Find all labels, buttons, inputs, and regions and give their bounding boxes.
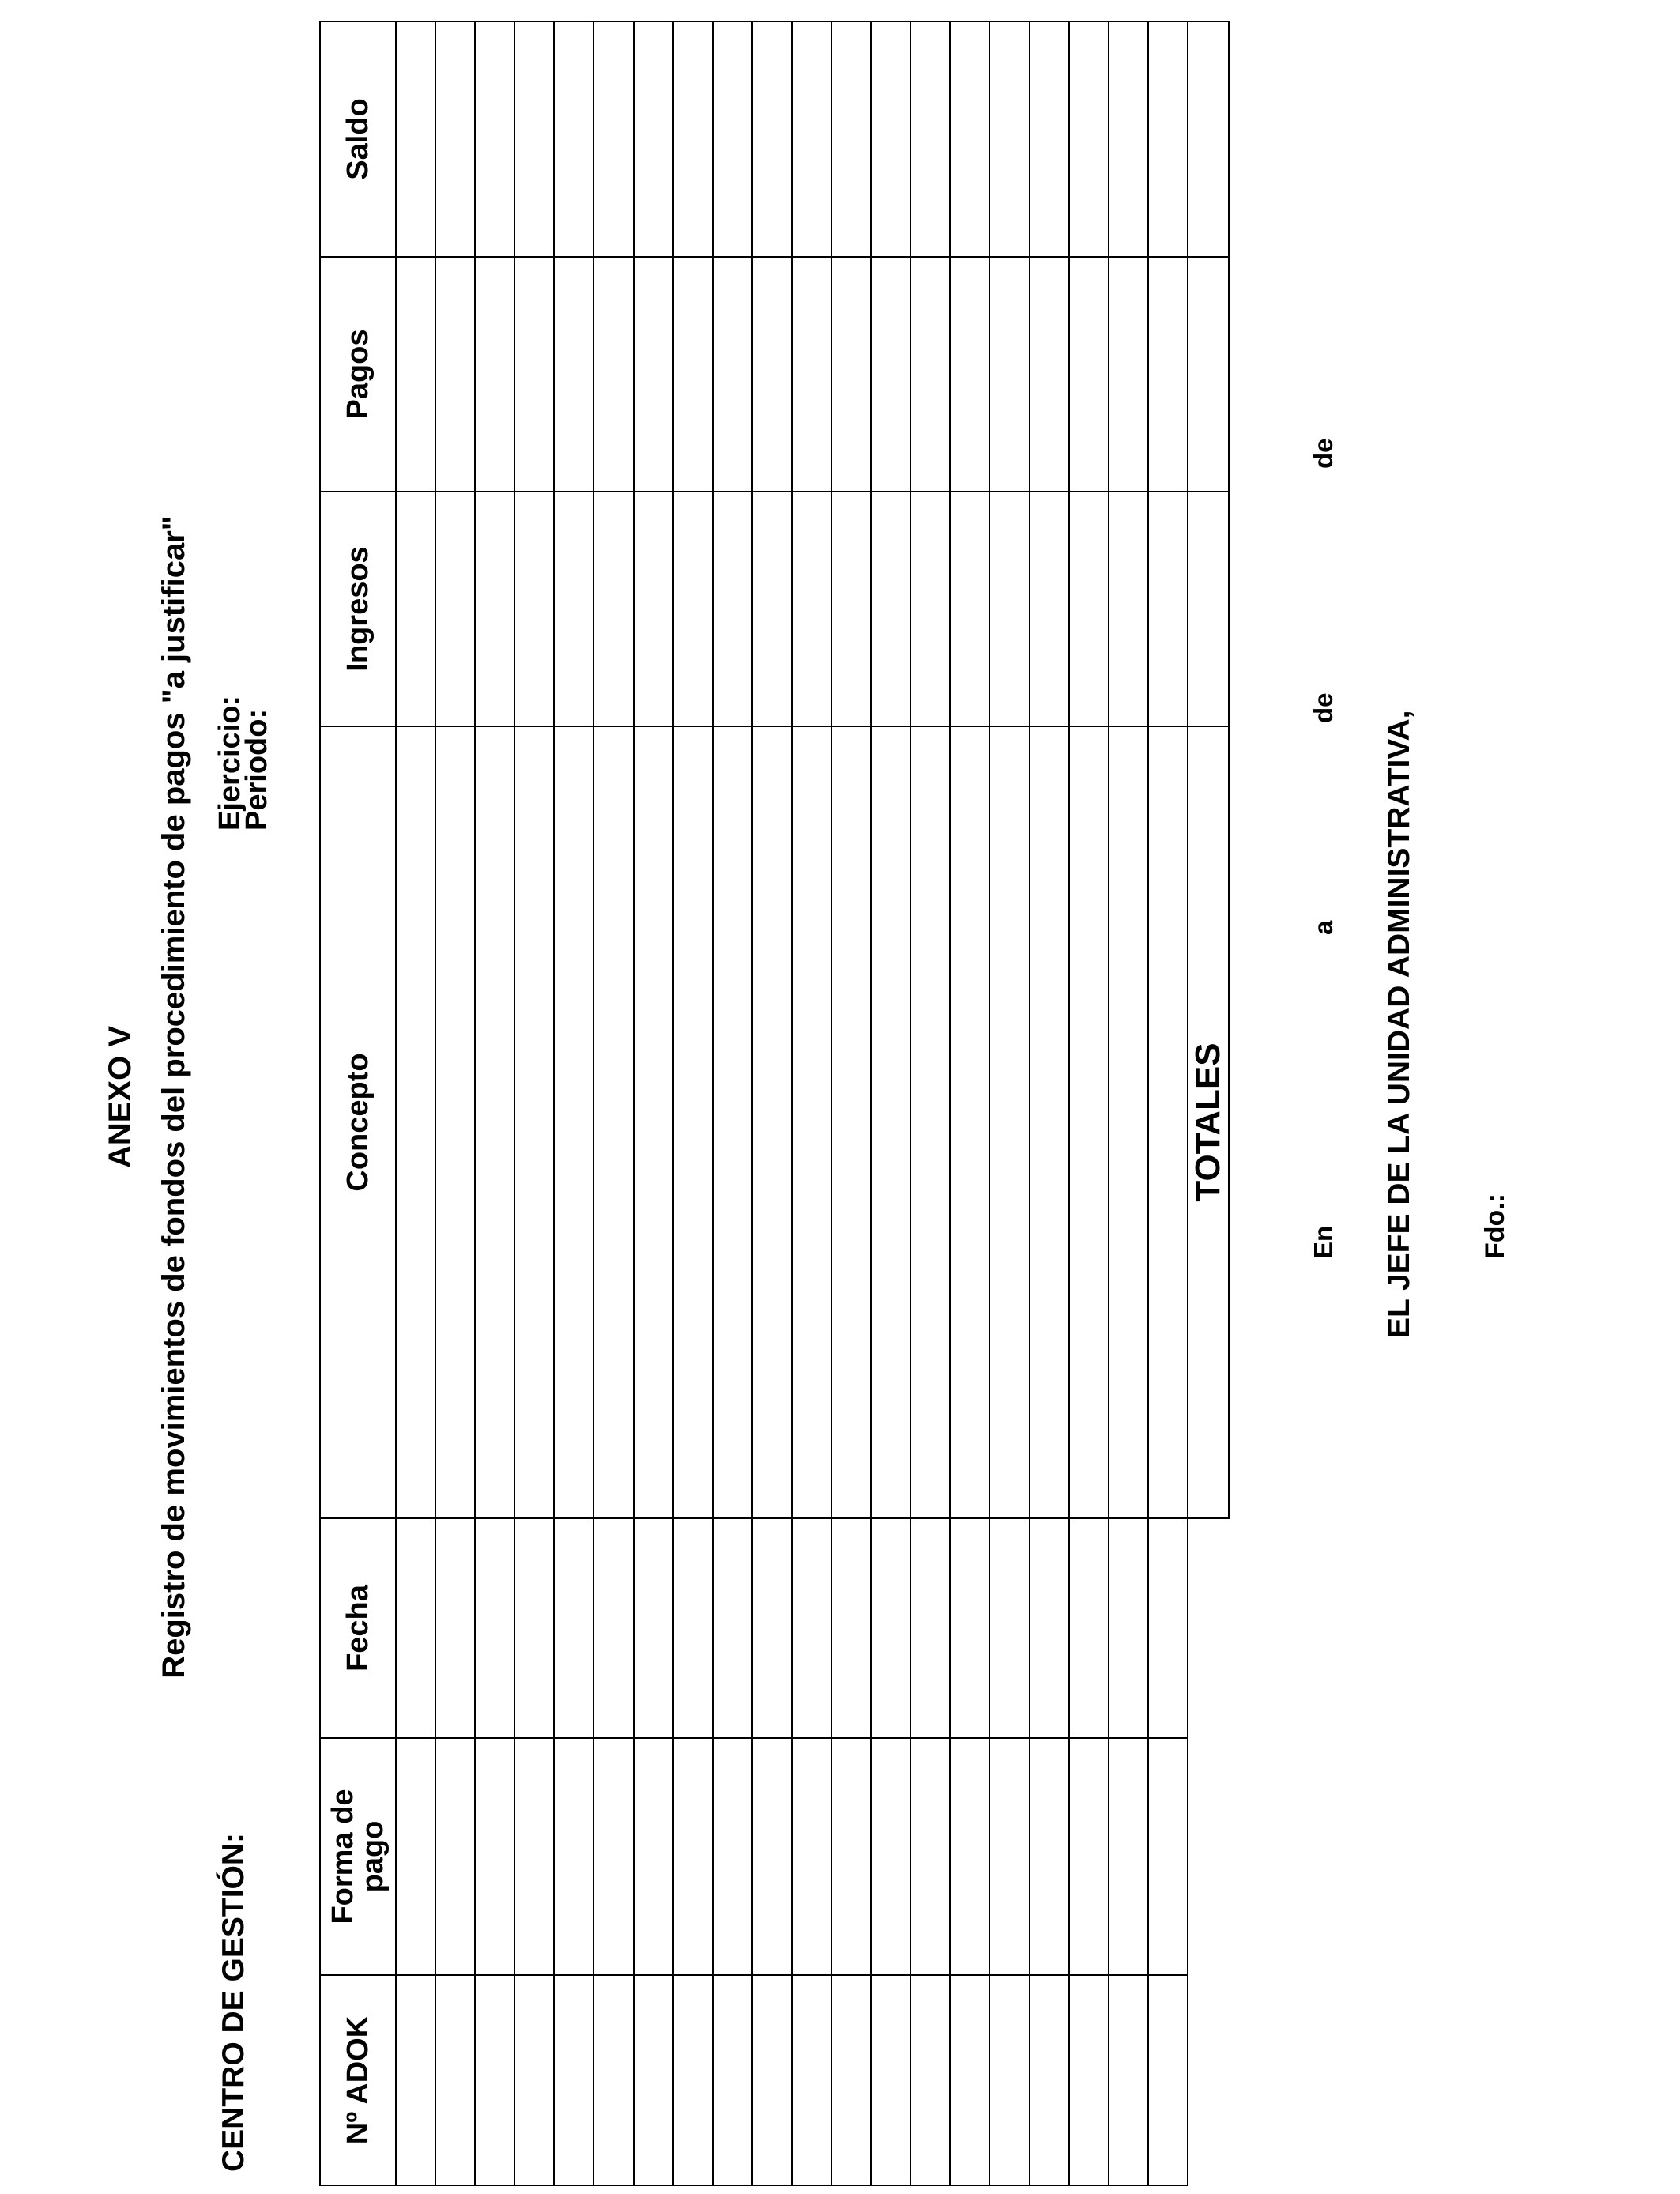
cell-fecha[interactable] — [831, 1518, 871, 1738]
cell-fecha[interactable] — [435, 1518, 475, 1738]
cell-saldo[interactable] — [435, 21, 475, 257]
cell-pagos[interactable] — [673, 257, 713, 492]
cell-ingresos[interactable] — [1148, 492, 1188, 726]
header-forma-pago — [320, 1738, 396, 1975]
cell-pagos[interactable] — [435, 257, 475, 492]
cell-fecha[interactable] — [910, 1518, 950, 1738]
cell-pagos[interactable] — [1069, 257, 1109, 492]
cell-ingresos[interactable] — [871, 492, 910, 726]
ejercicio-label: Ejercicio: — [213, 695, 247, 831]
table-row — [1109, 21, 1148, 2185]
de-label-2: de — [1309, 438, 1338, 469]
cell-concepto[interactable] — [831, 726, 871, 1518]
cell-forma-pago[interactable] — [593, 1738, 633, 1975]
cell-adok[interactable] — [1148, 1975, 1188, 2185]
cell-saldo[interactable] — [1148, 21, 1188, 257]
cell-forma-pago[interactable] — [950, 1738, 989, 1975]
cell-pagos[interactable] — [396, 257, 435, 492]
cell-adok[interactable] — [634, 1975, 673, 2185]
cell-ingresos[interactable] — [792, 492, 831, 726]
de-label-1: de — [1309, 692, 1338, 723]
cell-adok[interactable] — [752, 1975, 792, 2185]
table-row — [989, 21, 1029, 2185]
header-adok: Nº ADOK — [320, 1975, 396, 2185]
cell-concepto[interactable] — [1109, 726, 1148, 1518]
totals-ingresos-cell[interactable] — [1188, 492, 1229, 726]
header-saldo: Saldo — [320, 21, 396, 257]
cell-ingresos[interactable] — [634, 492, 673, 726]
en-label: En — [1309, 1225, 1338, 1259]
table-row — [1148, 21, 1188, 2185]
cell-pagos[interactable] — [950, 257, 989, 492]
cell-saldo[interactable] — [831, 21, 871, 257]
movements-table — [319, 21, 1230, 2186]
table-body — [396, 21, 1229, 2185]
cell-fecha[interactable] — [673, 1518, 713, 1738]
cell-ingresos[interactable] — [1030, 492, 1069, 726]
cell-forma-pago[interactable] — [475, 1738, 514, 1975]
cell-ingresos[interactable] — [673, 492, 713, 726]
cell-fecha[interactable] — [554, 1518, 593, 1738]
a-label: a — [1309, 920, 1338, 935]
totals-saldo-cell[interactable] — [1188, 21, 1229, 257]
table-row — [1030, 21, 1069, 2185]
cell-saldo[interactable] — [634, 21, 673, 257]
cell-forma-pago[interactable] — [871, 1738, 910, 1975]
cell-concepto[interactable] — [396, 726, 435, 1518]
cell-pagos[interactable] — [554, 257, 593, 492]
signature-label: Fdo.: — [1480, 1193, 1510, 1259]
cell-fecha[interactable] — [634, 1518, 673, 1738]
table-row — [514, 21, 554, 2185]
cell-fecha[interactable] — [1148, 1518, 1188, 1738]
totals-row — [1188, 21, 1229, 2185]
cell-concepto[interactable] — [634, 726, 673, 1518]
cell-ingresos[interactable] — [1069, 492, 1109, 726]
cell-ingresos[interactable] — [831, 492, 871, 726]
cell-forma-pago[interactable] — [713, 1738, 752, 1975]
cell-saldo[interactable] — [871, 21, 910, 257]
cell-fecha[interactable] — [792, 1518, 831, 1738]
cell-concepto[interactable] — [713, 726, 752, 1518]
cell-forma-pago[interactable] — [554, 1738, 593, 1975]
cell-concepto[interactable] — [989, 726, 1029, 1518]
cell-concepto[interactable] — [1148, 726, 1188, 1518]
cell-adok[interactable] — [1069, 1975, 1109, 2185]
cell-pagos[interactable] — [475, 257, 514, 492]
cell-fecha[interactable] — [1109, 1518, 1148, 1738]
table-row — [593, 21, 633, 2185]
cell-saldo[interactable] — [554, 21, 593, 257]
cell-concepto[interactable] — [910, 726, 950, 1518]
header-pagos: Pagos — [320, 257, 396, 492]
cell-concepto[interactable] — [1030, 726, 1069, 1518]
page-title: ANEXO V — [103, 1025, 137, 1169]
cell-fecha[interactable] — [1069, 1518, 1109, 1738]
totals-pagos-cell[interactable] — [1188, 257, 1229, 492]
cell-fecha[interactable] — [396, 1518, 435, 1738]
cell-adok[interactable] — [910, 1975, 950, 2185]
cell-adok[interactable] — [673, 1975, 713, 2185]
cell-ingresos[interactable] — [1109, 492, 1148, 726]
signatory-title: EL JEFE DE LA UNIDAD ADMINISTRATIVA, — [1382, 710, 1416, 1338]
cell-concepto[interactable] — [673, 726, 713, 1518]
cell-saldo[interactable] — [514, 21, 554, 257]
cell-saldo[interactable] — [1109, 21, 1148, 257]
cell-adok[interactable] — [396, 1975, 435, 2185]
cell-forma-pago[interactable] — [910, 1738, 950, 1975]
cell-forma-pago[interactable] — [792, 1738, 831, 1975]
cell-adok[interactable] — [475, 1975, 514, 2185]
cell-concepto[interactable] — [950, 726, 989, 1518]
cell-fecha[interactable] — [713, 1518, 752, 1738]
cell-forma-pago[interactable] — [396, 1738, 435, 1975]
cell-pagos[interactable] — [514, 257, 554, 492]
cell-forma-pago[interactable] — [1030, 1738, 1069, 1975]
cell-adok[interactable] — [435, 1975, 475, 2185]
cell-pagos[interactable] — [792, 257, 831, 492]
cell-pagos[interactable] — [831, 257, 871, 492]
header-forma-line1: Forma de — [326, 1789, 360, 1924]
totals-empty-cell — [1188, 1975, 1229, 2185]
cell-concepto[interactable] — [752, 726, 792, 1518]
cell-fecha[interactable] — [475, 1518, 514, 1738]
cell-fecha[interactable] — [752, 1518, 792, 1738]
cell-concepto[interactable] — [871, 726, 910, 1518]
cell-forma-pago[interactable] — [1148, 1738, 1188, 1975]
cell-forma-pago[interactable] — [752, 1738, 792, 1975]
header-fecha: Fecha — [320, 1518, 396, 1738]
cell-fecha[interactable] — [514, 1518, 554, 1738]
table-row — [831, 21, 871, 2185]
table-row — [634, 21, 673, 2185]
cell-saldo[interactable] — [396, 21, 435, 257]
table-row — [1069, 21, 1109, 2185]
cell-pagos[interactable] — [713, 257, 752, 492]
cell-fecha[interactable] — [1030, 1518, 1069, 1738]
cell-pagos[interactable] — [634, 257, 673, 492]
cell-ingresos[interactable] — [910, 492, 950, 726]
cell-pagos[interactable] — [1030, 257, 1069, 492]
cell-concepto[interactable] — [514, 726, 554, 1518]
cell-forma-pago[interactable] — [435, 1738, 475, 1975]
cell-ingresos[interactable] — [475, 492, 514, 726]
table-row — [554, 21, 593, 2185]
cell-ingresos[interactable] — [554, 492, 593, 726]
cell-fecha[interactable] — [989, 1518, 1029, 1738]
cell-concepto[interactable] — [1069, 726, 1109, 1518]
cell-concepto[interactable] — [554, 726, 593, 1518]
cell-adok[interactable] — [871, 1975, 910, 2185]
cell-fecha[interactable] — [871, 1518, 910, 1738]
cell-saldo[interactable] — [989, 21, 1029, 257]
cell-ingresos[interactable] — [396, 492, 435, 726]
cell-ingresos[interactable] — [514, 492, 554, 726]
cell-fecha[interactable] — [950, 1518, 989, 1738]
cell-forma-pago[interactable] — [514, 1738, 554, 1975]
cell-forma-pago[interactable] — [831, 1738, 871, 1975]
cell-saldo[interactable] — [593, 21, 633, 257]
cell-saldo[interactable] — [1030, 21, 1069, 257]
cell-ingresos[interactable] — [752, 492, 792, 726]
cell-adok[interactable] — [713, 1975, 752, 2185]
cell-adok[interactable] — [1030, 1975, 1069, 2185]
cell-concepto[interactable] — [435, 726, 475, 1518]
cell-forma-pago[interactable] — [673, 1738, 713, 1975]
table-row — [950, 21, 989, 2185]
table-row — [871, 21, 910, 2185]
cell-ingresos[interactable] — [989, 492, 1029, 726]
table-row — [673, 21, 713, 2185]
centro-gestion-label: CENTRO DE GESTIÓN: — [217, 1832, 250, 2172]
cell-concepto[interactable] — [792, 726, 831, 1518]
header-forma-line2: pago — [356, 1820, 390, 1893]
cell-forma-pago[interactable] — [1069, 1738, 1109, 1975]
table-row — [792, 21, 831, 2185]
header-ingresos: Ingresos — [320, 492, 396, 726]
table-row — [475, 21, 514, 2185]
table-header-row — [320, 21, 396, 2185]
page-subtitle: Registro de movimientos de fondos del procedimiento de pagos "a justificar" — [156, 515, 191, 1679]
cell-adok[interactable] — [950, 1975, 989, 2185]
cell-pagos[interactable] — [1148, 257, 1188, 492]
cell-saldo[interactable] — [673, 21, 713, 257]
cell-saldo[interactable] — [910, 21, 950, 257]
cell-ingresos[interactable] — [713, 492, 752, 726]
header-concepto: Concepto — [320, 726, 396, 1518]
cell-saldo[interactable] — [792, 21, 831, 257]
cell-fecha[interactable] — [593, 1518, 633, 1738]
cell-concepto[interactable] — [593, 726, 633, 1518]
cell-adok[interactable] — [514, 1975, 554, 2185]
cell-saldo[interactable] — [752, 21, 792, 257]
cell-pagos[interactable] — [752, 257, 792, 492]
cell-saldo[interactable] — [475, 21, 514, 257]
cell-concepto[interactable] — [475, 726, 514, 1518]
cell-adok[interactable] — [831, 1975, 871, 2185]
cell-pagos[interactable] — [910, 257, 950, 492]
cell-pagos[interactable] — [1109, 257, 1148, 492]
ejercicio-periodo-block — [213, 695, 273, 831]
cell-pagos[interactable] — [593, 257, 633, 492]
cell-pagos[interactable] — [871, 257, 910, 492]
cell-adok[interactable] — [1109, 1975, 1148, 2185]
cell-adok[interactable] — [554, 1975, 593, 2185]
table-row — [713, 21, 752, 2185]
table-row — [396, 21, 435, 2185]
cell-saldo[interactable] — [713, 21, 752, 257]
cell-forma-pago[interactable] — [1109, 1738, 1148, 1975]
cell-adok[interactable] — [593, 1975, 633, 2185]
periodo-label: Periodo: — [240, 708, 273, 831]
totals-empty-cell — [1188, 1518, 1229, 1738]
cell-adok[interactable] — [792, 1975, 831, 2185]
cell-saldo[interactable] — [1069, 21, 1109, 257]
cell-adok[interactable] — [989, 1975, 1029, 2185]
cell-forma-pago[interactable] — [634, 1738, 673, 1975]
totals-label: TOTALES — [1188, 726, 1229, 1518]
cell-ingresos[interactable] — [435, 492, 475, 726]
table-row — [435, 21, 475, 2185]
table-row — [752, 21, 792, 2185]
cell-saldo[interactable] — [950, 21, 989, 257]
cell-pagos[interactable] — [989, 257, 1029, 492]
cell-forma-pago[interactable] — [989, 1738, 1029, 1975]
totals-empty-cell — [1188, 1738, 1229, 1975]
table-row — [910, 21, 950, 2185]
cell-ingresos[interactable] — [950, 492, 989, 726]
cell-ingresos[interactable] — [593, 492, 633, 726]
